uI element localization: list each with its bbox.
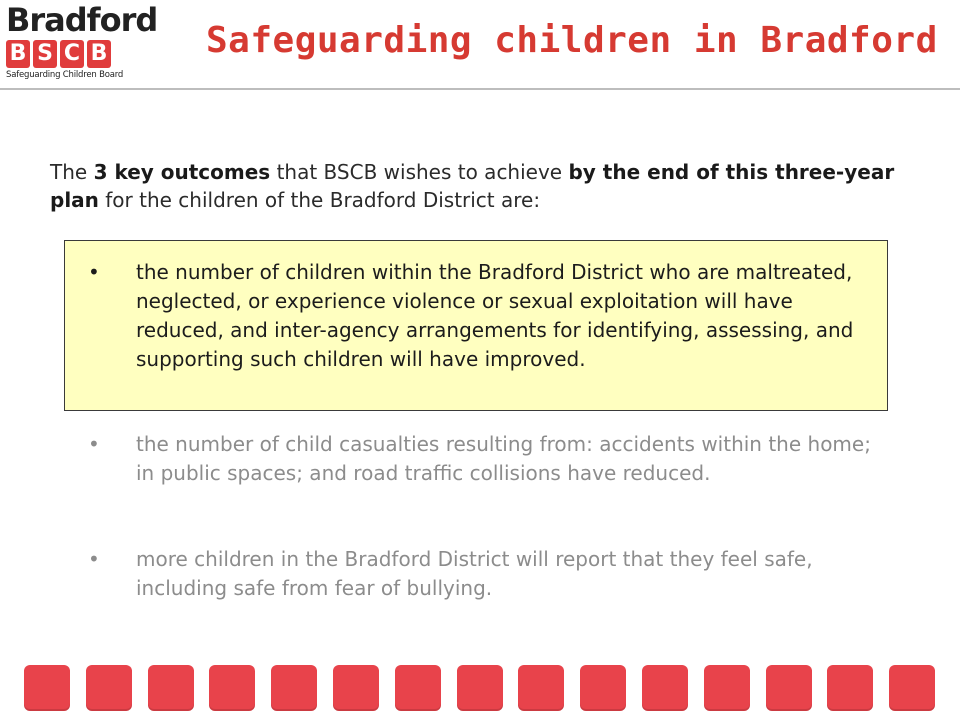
- logo-letter: C: [60, 40, 84, 68]
- bscb-logo: [4, 1, 158, 84]
- bullet-dot-icon: •: [88, 547, 100, 571]
- footer-tile: [457, 665, 503, 711]
- footer-tile: [580, 665, 626, 711]
- footer-tile: [86, 665, 132, 711]
- footer-tile: [209, 665, 255, 711]
- intro-bold-timeframe: by the end of this three-year plan: [50, 160, 895, 212]
- logo-letter: B: [87, 40, 111, 68]
- logo-letter: S: [33, 40, 57, 68]
- footer-tile: [333, 665, 379, 711]
- bullet-dot-icon: •: [88, 432, 100, 456]
- intro-bold-outcomes: 3 key outcomes: [93, 160, 271, 184]
- footer-tile: [395, 665, 441, 711]
- intro-text: that BSCB wishes to achieve: [270, 160, 569, 184]
- intro-text: for the children of the Bradford District are:: [98, 188, 541, 212]
- footer-tile: [889, 665, 935, 711]
- footer-tile: [827, 665, 873, 711]
- outcome-text: more children in the Bradford District will report that they feel safe, including safe from fear of bullying.: [136, 547, 813, 600]
- logo-word: Bradford: [6, 1, 158, 39]
- outcome-text: the number of children within the Bradford District who are maltreated, neglected, or experience violence or sexual exploitation will have reduced, and inter-agency arrangements for identifying, assessing, and supporting such children will have improved.: [136, 260, 854, 371]
- footer-tile: [766, 665, 812, 711]
- logo-letter-tiles: [6, 40, 111, 68]
- footer-tile: [148, 665, 194, 711]
- footer-tile: [704, 665, 750, 711]
- footer-tile: [24, 665, 70, 711]
- intro-text: The: [50, 160, 94, 184]
- intro-paragraph: [50, 158, 930, 214]
- slide-header: [0, 0, 960, 90]
- outcome-text: the number of child casualties resulting from: accidents within the home; in public spaces; and road traffic collisions have reduced.: [136, 432, 871, 485]
- footer-tile: [518, 665, 564, 711]
- footer-tile: [642, 665, 688, 711]
- footer-tile-strip: [24, 665, 935, 711]
- logo-letter: B: [6, 40, 30, 68]
- bullet-dot-icon: •: [88, 260, 100, 284]
- banner-title: Safeguarding children in Bradford: [206, 20, 938, 61]
- logo-subtitle: Safeguarding Children Board: [6, 70, 124, 80]
- footer-tile: [271, 665, 317, 711]
